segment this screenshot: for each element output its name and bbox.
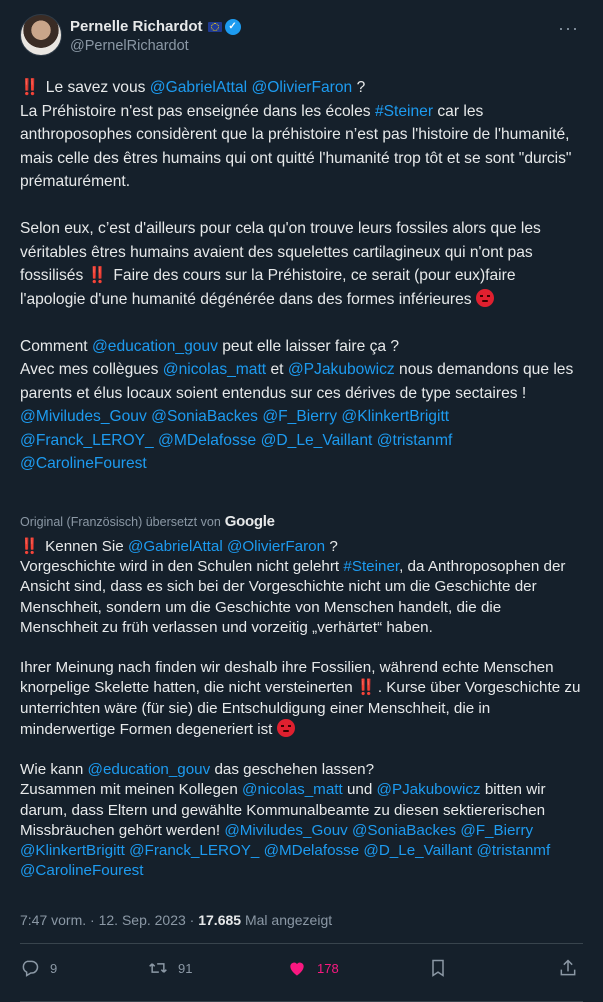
mention-link[interactable]: @Franck_LEROY_ [20, 431, 154, 449]
original-paragraph-2 [20, 217, 583, 311]
double-exclamation-icon: ‼️ [20, 538, 37, 555]
retweet-count: 91 [178, 960, 193, 976]
mention-link[interactable]: @nicolas_matt [162, 361, 267, 378]
share-button[interactable] [558, 958, 578, 978]
author-display-name[interactable]: Pernelle Richardot [70, 18, 203, 35]
heart-filled-icon [287, 958, 307, 978]
mention-link[interactable]: @D_Le_Vaillant [363, 842, 473, 860]
mention-link[interactable]: @tristanmf [476, 842, 551, 860]
text-segment: peut elle laisser faire ça ? [222, 337, 400, 355]
angry-face-icon [476, 289, 494, 307]
mention-link[interactable]: @Miviludes_Gouv [224, 821, 348, 839]
mention-link[interactable]: @F_Bierry [262, 408, 338, 425]
reply-count: 9 [50, 960, 58, 976]
mention-link[interactable]: @SoniaBackes [352, 821, 457, 839]
share-icon [558, 958, 578, 978]
translation-paragraph-3 [20, 760, 583, 881]
verified-badge-icon[interactable]: ✓ [225, 19, 241, 35]
meta-separator: · [90, 912, 95, 928]
bookmark-icon [428, 958, 448, 978]
text-segment: Wie kann [20, 761, 84, 779]
tweet-time[interactable]: 7:47 vorm. [20, 912, 87, 928]
mention-link[interactable]: @tristanmf [376, 431, 453, 449]
text-segment: ? [329, 538, 338, 555]
mention-link[interactable]: @MDelafosse [158, 431, 257, 449]
reply-button[interactable] [20, 958, 57, 978]
mention-link[interactable]: @OlivierFaron [226, 538, 326, 555]
text-segment: bitten wir darum, dass Eltern und gewählte Kommunalbeamte zu diesen sektiererischen Missbräuchen gehört werden! [20, 781, 546, 839]
text-segment: Zusammen mit meinen Kollegen [20, 781, 238, 799]
action-bar [20, 958, 583, 988]
double-exclamation-icon: ‼️ [87, 267, 106, 284]
text-segment: ? [356, 79, 366, 96]
text-segment: Vorgeschichte wird in den Schulen nicht gelehrt [20, 558, 340, 576]
double-exclamation-icon: ‼️ [356, 679, 374, 697]
tweet-meta [20, 912, 332, 928]
mention-link[interactable]: @CarolineFourest [20, 862, 144, 880]
eu-flag-icon [208, 22, 222, 32]
text-segment: Kennen Sie [45, 538, 124, 555]
tweet-date[interactable]: 12. Sep. 2023 [98, 912, 186, 928]
translation-paragraph-1 [20, 537, 583, 638]
mention-link[interactable]: @PJakubowicz [376, 781, 481, 799]
angry-face-icon [277, 719, 295, 737]
author-handle[interactable]: @PernelRichardot [70, 38, 189, 54]
mention-link[interactable]: @GabrielAttal [127, 538, 223, 555]
retweet-button[interactable] [148, 958, 192, 978]
text-segment: und [346, 781, 373, 799]
mention-link[interactable]: @D_Le_Vaillant [260, 431, 373, 449]
original-paragraph-1 [20, 76, 583, 194]
text-segment: Avec mes collègues [20, 361, 159, 378]
reply-icon [20, 958, 40, 978]
bookmark-button[interactable] [428, 958, 448, 978]
divider-top [20, 943, 583, 944]
views-label: Mal angezeigt [244, 912, 333, 928]
mention-link[interactable]: @KlinkertBrigitt [20, 842, 125, 860]
mention-link[interactable]: @MDelafosse [263, 842, 360, 860]
translation-label: Original (Französisch) übersetzt von [20, 514, 221, 529]
retweet-icon [148, 958, 168, 978]
mention-link[interactable]: @OlivierFaron [251, 79, 353, 96]
text-segment: Faire des cours sur la Préhistoire, ce serait (pour eux)faire l'apologie d'une humanité dégénérée dans des formes inférieures [20, 267, 516, 308]
mention-link[interactable]: @Franck_LEROY_ [129, 842, 260, 860]
hashtag-link[interactable]: #Steiner [374, 102, 434, 120]
double-exclamation-icon: ‼️ [20, 79, 38, 96]
author-display-name-row[interactable] [70, 18, 241, 35]
text-segment: La Préhistoire n'est pas enseignée dans les écoles [20, 102, 371, 120]
like-count: 178 [317, 960, 339, 976]
mention-link[interactable]: @Miviludes_Gouv [20, 408, 147, 425]
mention-link[interactable]: @KlinkertBrigitt [341, 408, 450, 425]
tweet-text-original [20, 76, 583, 476]
tweet-text-translation [20, 537, 583, 881]
meta-separator: · [189, 912, 195, 928]
mention-link[interactable]: @GabrielAttal [149, 79, 248, 96]
mention-link[interactable]: @education_gouv [87, 761, 211, 779]
more-options-icon[interactable]: ··· [558, 18, 579, 38]
avatar[interactable] [20, 14, 62, 56]
text-segment: . Kurse über Vorgeschichte zu unterrichten wäre (für sie) die Entschuldigung einer Menschheit, die in minderwertige Formen degeneriert ist [20, 679, 581, 738]
author-names [70, 18, 241, 54]
text-segment: das geschehen lassen? [214, 761, 375, 779]
tweet-header [20, 14, 583, 62]
translation-paragraph-2 [20, 658, 583, 740]
text-segment: , da Anthroposophen der Ansicht sind, dass es sich bei der Vorgeschichte nicht um die Geschichte der Menschheit, sondern um die Geschichte von Menschen handelt, die die Menschheit zu früh verlassen und vorzeitig „verhärtet“ haben. [20, 558, 566, 636]
google-logo: Google [224, 513, 275, 530]
text-segment: nous demandons que les parents et élus locaux soient entendus sur ces dérives de type sectaires ! [20, 361, 574, 402]
mention-link[interactable]: @CarolineFourest [20, 455, 147, 472]
views-count: 17.685 [198, 912, 242, 928]
text-segment: Comment [20, 337, 88, 355]
mention-link[interactable]: @F_Bierry [460, 821, 534, 839]
text-segment: car les anthroposophes considèrent que la préhistoire n’est pas l'histoire de l'humanité, mais celle des êtres humains qui ont quitté l'humanité trop tôt et se sont "durcis" prématurément. [20, 102, 572, 190]
mention-link[interactable]: @SoniaBackes [151, 408, 258, 425]
mention-link[interactable]: @education_gouv [91, 337, 218, 355]
text-segment: et [270, 361, 284, 378]
like-button[interactable] [287, 958, 339, 978]
text-segment: Selon eux, c’est d'ailleurs pour cela qu'on trouve leurs fossiles alors que les véritables êtres humains avaient des squelettes cartilagineux qui n'ont pas fossilisés [20, 220, 541, 284]
mention-link[interactable]: @nicolas_matt [242, 781, 343, 799]
original-paragraph-3 [20, 335, 583, 476]
text-segment: Le savez vous [45, 79, 146, 96]
mention-link[interactable]: @PJakubowicz [287, 361, 395, 378]
text-segment: Ihrer Meinung nach finden wir deshalb ihre Fossilien, während echte Menschen knorpelige Skelette hatten, die nicht versteinerten [20, 659, 554, 697]
hashtag-link[interactable]: #Steiner [343, 558, 400, 576]
translation-notice[interactable] [20, 513, 275, 530]
